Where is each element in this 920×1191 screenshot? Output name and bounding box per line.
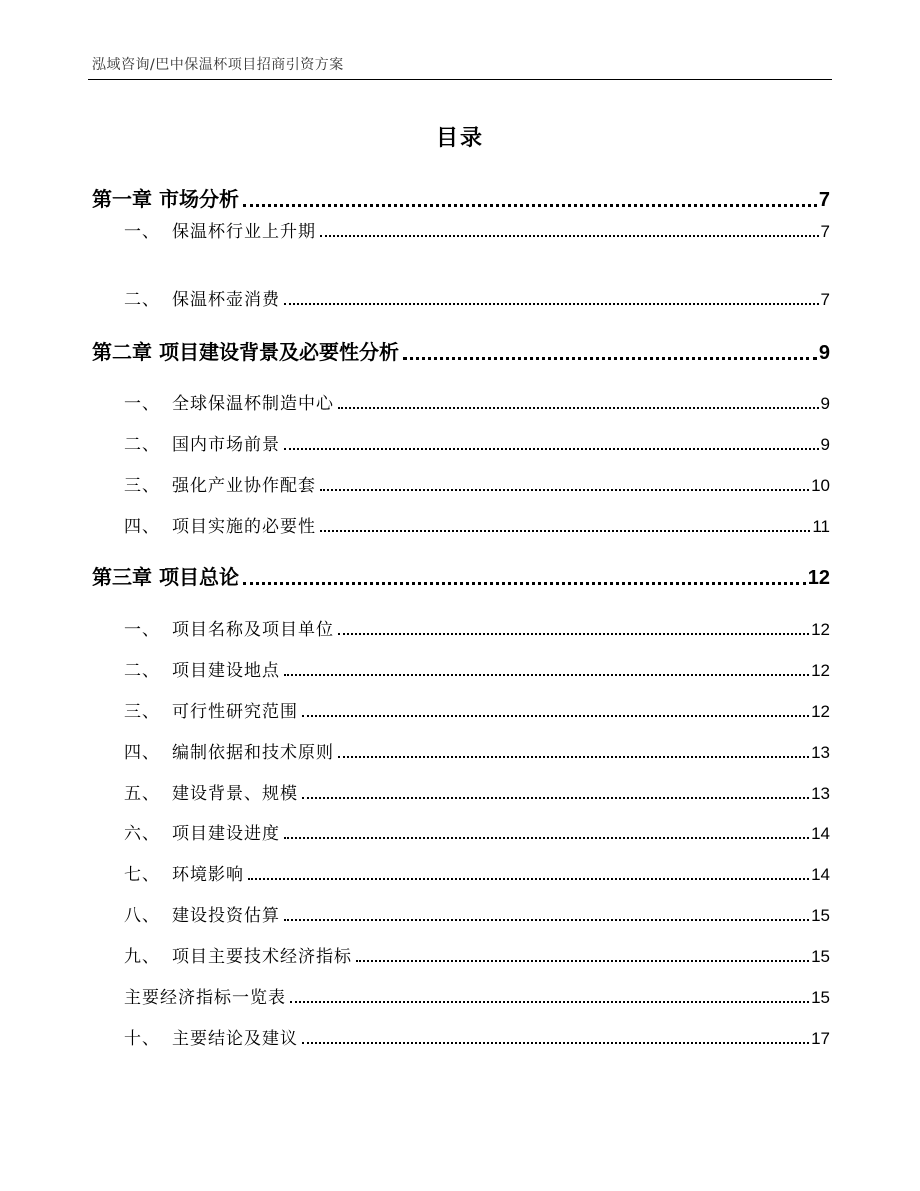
dot-leader bbox=[356, 959, 809, 962]
toc-section-3-6[interactable] bbox=[124, 820, 830, 844]
section-title: 项目实施的必要性 bbox=[172, 517, 316, 537]
toc-section-2-2[interactable] bbox=[124, 431, 830, 455]
section-number: 二、 bbox=[124, 661, 160, 681]
section-label bbox=[124, 430, 280, 455]
dot-leader bbox=[302, 796, 809, 799]
dot-leader bbox=[338, 406, 819, 409]
section-number: 四、 bbox=[124, 517, 160, 537]
dot-leader bbox=[284, 673, 809, 676]
dot-leader bbox=[284, 302, 819, 305]
section-label bbox=[124, 901, 280, 926]
dot-leader bbox=[320, 488, 809, 491]
section-title: 保温杯壶消费 bbox=[172, 290, 280, 310]
dot-leader bbox=[320, 529, 810, 532]
section-label bbox=[124, 819, 280, 844]
page-number: 12 bbox=[811, 661, 830, 680]
toc-section-2-3[interactable] bbox=[124, 472, 830, 496]
section-label bbox=[124, 942, 352, 967]
toc-section-1-2[interactable] bbox=[124, 286, 830, 310]
toc-section-3-9[interactable] bbox=[124, 943, 830, 967]
toc-section-3-3[interactable] bbox=[124, 698, 830, 722]
section-number: 五、 bbox=[124, 784, 160, 804]
dot-leader bbox=[290, 1000, 809, 1003]
toc-section-2-1[interactable] bbox=[124, 390, 830, 414]
section-number: 六、 bbox=[124, 824, 160, 844]
dot-leader bbox=[243, 203, 817, 207]
section-label bbox=[124, 389, 334, 414]
toc-section-3-5[interactable] bbox=[124, 780, 830, 804]
dot-leader bbox=[403, 356, 817, 360]
toc-title: 目录 bbox=[435, 126, 484, 151]
dot-leader bbox=[243, 581, 806, 585]
page-number: 12 bbox=[807, 567, 830, 589]
page-number: 9 bbox=[818, 342, 830, 364]
toc-section-2-4[interactable] bbox=[124, 513, 830, 537]
page-number: 15 bbox=[811, 906, 830, 925]
page-number: 14 bbox=[811, 865, 830, 884]
section-title: 保温杯行业上升期 bbox=[172, 222, 316, 242]
toc-section-3-7[interactable] bbox=[124, 861, 830, 885]
dot-leader bbox=[284, 918, 809, 921]
section-label bbox=[124, 512, 316, 537]
toc-section-3-2[interactable] bbox=[124, 657, 830, 681]
section-title: 编制依据和技术原则 bbox=[172, 743, 334, 763]
dot-leader bbox=[284, 447, 819, 450]
toc-section-3-11[interactable] bbox=[124, 1025, 830, 1049]
section-number: 一、 bbox=[124, 222, 160, 242]
toc-section-3-4[interactable] bbox=[124, 739, 830, 763]
dot-leader bbox=[302, 714, 809, 717]
section-title: 项目建设进度 bbox=[172, 824, 280, 844]
toc-section-3-10[interactable] bbox=[124, 984, 830, 1008]
page-number: 12 bbox=[811, 620, 830, 639]
section-title: 主要结论及建议 bbox=[172, 1029, 298, 1049]
page-header: 泓域咨询/巴中保温杯项目招商引资方案 bbox=[92, 57, 344, 73]
page-number: 7 bbox=[820, 222, 830, 241]
page-number: 9 bbox=[820, 435, 830, 454]
page-number: 17 bbox=[811, 1029, 830, 1048]
section-title: 建设背景、规模 bbox=[172, 784, 298, 804]
page-number: 7 bbox=[820, 290, 830, 309]
section-number: 九、 bbox=[124, 947, 160, 967]
dot-leader bbox=[248, 877, 809, 880]
page-number: 11 bbox=[812, 517, 830, 536]
section-title: 项目建设地点 bbox=[172, 661, 280, 681]
header-rule bbox=[88, 79, 832, 80]
section-number: 四、 bbox=[124, 743, 160, 763]
page-number: 13 bbox=[811, 784, 830, 803]
section-title: 项目名称及项目单位 bbox=[172, 620, 334, 640]
section-title: 可行性研究范围 bbox=[172, 702, 298, 722]
section-number: 十、 bbox=[124, 1029, 160, 1049]
toc-section-3-8[interactable] bbox=[124, 902, 830, 926]
toc-section-1-1[interactable] bbox=[124, 218, 830, 242]
section-title: 主要经济指标一览表 bbox=[124, 988, 286, 1008]
section-number: 二、 bbox=[124, 290, 160, 310]
section-title: 强化产业协作配套 bbox=[172, 476, 316, 496]
chapter-label: 第二章 项目建设背景及必要性分析 bbox=[92, 340, 399, 364]
toc-chapter-3[interactable] bbox=[92, 562, 830, 590]
section-number: 二、 bbox=[124, 435, 160, 455]
chapter-label: 第三章 项目总论 bbox=[92, 565, 239, 589]
page-number: 7 bbox=[818, 189, 830, 211]
toc-chapter-2[interactable] bbox=[92, 337, 830, 365]
section-title: 项目主要技术经济指标 bbox=[172, 947, 352, 967]
section-title: 环境影响 bbox=[172, 865, 244, 885]
page-number: 9 bbox=[820, 394, 830, 413]
section-number: 七、 bbox=[124, 865, 160, 885]
page-number: 15 bbox=[811, 988, 830, 1007]
dot-leader bbox=[284, 836, 809, 839]
section-label bbox=[124, 697, 298, 722]
section-number: 三、 bbox=[124, 702, 160, 722]
section-label bbox=[124, 217, 316, 242]
section-label bbox=[124, 615, 334, 640]
section-title: 全球保温杯制造中心 bbox=[172, 394, 334, 414]
section-label bbox=[124, 656, 280, 681]
page-number: 10 bbox=[811, 476, 830, 495]
section-number: 一、 bbox=[124, 620, 160, 640]
page-number: 12 bbox=[811, 702, 830, 721]
section-title: 国内市场前景 bbox=[172, 435, 280, 455]
toc-section-3-1[interactable] bbox=[124, 616, 830, 640]
section-label bbox=[124, 1024, 298, 1049]
chapter-label: 第一章 市场分析 bbox=[92, 187, 239, 211]
dot-leader bbox=[320, 234, 819, 237]
section-label bbox=[124, 983, 286, 1008]
section-number: 一、 bbox=[124, 394, 160, 414]
dot-leader bbox=[338, 632, 809, 635]
toc-chapter-1[interactable] bbox=[92, 184, 830, 212]
page-number: 13 bbox=[811, 743, 830, 762]
section-label bbox=[124, 779, 298, 804]
section-label bbox=[124, 285, 280, 310]
page-number: 14 bbox=[811, 824, 830, 843]
section-title: 建设投资估算 bbox=[172, 906, 280, 926]
page-number: 15 bbox=[811, 947, 830, 966]
dot-leader bbox=[302, 1041, 809, 1044]
section-label bbox=[124, 738, 334, 763]
dot-leader bbox=[338, 755, 809, 758]
section-number: 三、 bbox=[124, 476, 160, 496]
section-label bbox=[124, 471, 316, 496]
section-number: 八、 bbox=[124, 906, 160, 926]
section-label bbox=[124, 860, 244, 885]
